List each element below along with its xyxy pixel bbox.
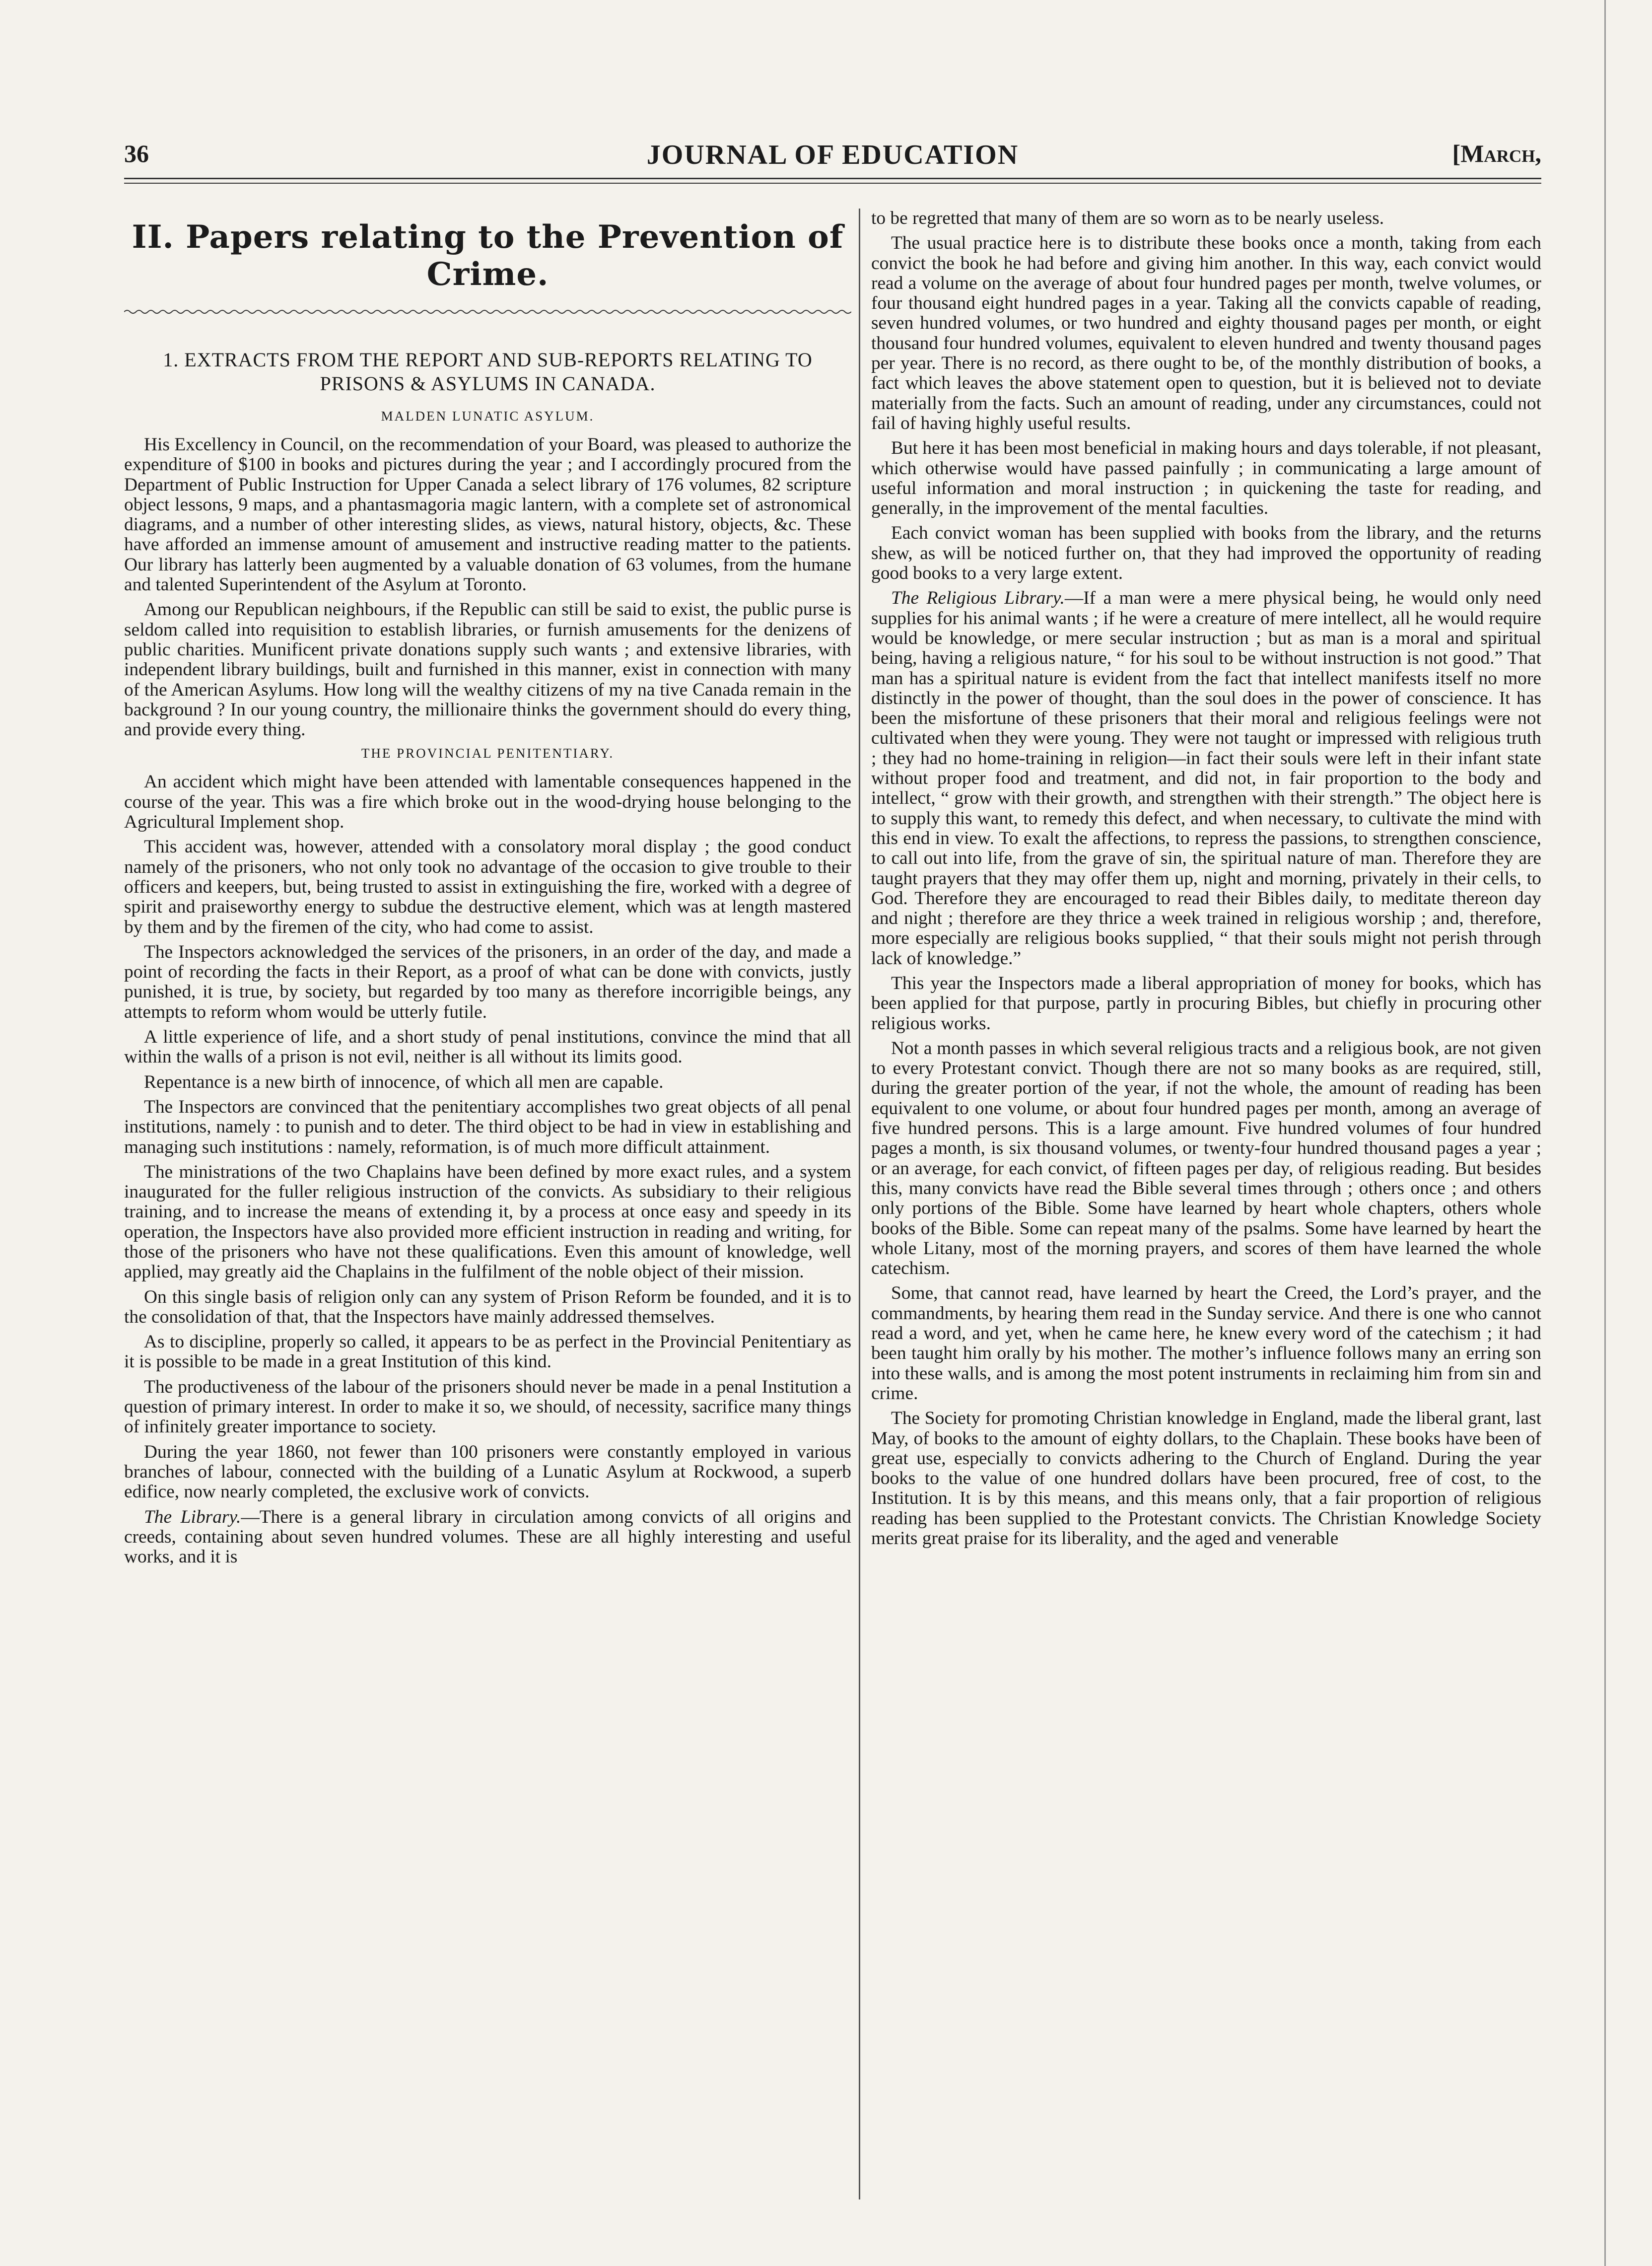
paragraph: The usual practice here is to distribute these books once a month, taking from each convict the book he had before and giving him another. In this way, each convict would read a volume on the average of about four hundred pages per month, twelve volumes, or four thousand eight hundred pages in a year. Taking all the convicts capable of reading, seven hundred volumes, or two hundred and eighty thousand pages per month, or eight thousand four hundred volumes, equivalent to eleven hundred and twenty thousand pages per year. There is no record, as there ought to be, of the monthly distribution of books, a fact which leaves the above statement open to question, but it is believed not to deviate materially from the facts. Such an amount of reading, under any circumstances, could not fail of having highly useful results.	[871, 233, 1541, 433]
paragraph-body: —If a man were a mere physical being, he would only need supplies for his animal wants ; if he were a creature of mere intellect, all he would require would be knowledge, or mere secular instruction ; but as man is a moral and spiritual being, having a religious nature, “ for his soul to be without instruction is not good.” That man has a spiritual nature is evident from the fact that intellect manifests itself no more distinctly in the power of thought, than the soul does in the power of conscience. It has been the misfortune of these prisoners that their moral and religious feelings were not cultivated when they were young. They were not taught or impressed with religious truth ; they had no home-training in religion—in fact their souls were left in their infant state without proper food and treatment, and did not, in fair proportion to the body and intellect, “ grow with their growth, and strengthen with their strength.” The object here is to supply this want, to remedy this defect, and when necessary, to cultivate the mind with this end in view. To exalt the affections, to repress the passions, to strengthen conscience, to call out into life, from the grave of sin, the spiritual nature of man. Therefore they are taught prayers that they may offer them up, night and morning, privately in their cells, to God. Therefore they are encouraged to read their Bibles daily, to meditate thereon day and night ; therefore are they thrice a week trained in religious worship ; and, therefore, more especially are religious books supplied, “ that their souls might not perish through lack of knowledge.”	[871, 588, 1541, 969]
scan-edge-line	[1604, 0, 1606, 2266]
paragraph: Repentance is a new birth of innocence, of which all men are capable.	[144, 1071, 664, 1092]
column-divider	[859, 209, 860, 2199]
paragraph: This year the Inspectors made a liberal appropriation of money for books, which has been applied for that purpose, partly in procuring Bibles, but chiefly in procuring other religious works.	[871, 973, 1541, 1034]
paragraph: The Inspectors acknowledged the services of the prisoners, in an order of the day, and made a point of recording the facts in their Report, as a proof of what can be done with convicts, justly punished, it is true, by society, but regarded by too many as therefore incorrigible beings, any attempts to reform whom would be utterly futile.	[124, 941, 851, 1022]
paragraph-lead: The Library.	[144, 1506, 241, 1527]
paragraph: The ministrations of the two Chaplains have been defined by more exact rules, and a system inaugurated for the fuller religious instruction of the convicts. As subsidiary to their religious training, and to increase the means of extending it, by a process at once easy and speedy in its operation, the Inspectors have also provided more efficient instruction in reading and writing, for those of the prisoners who have not these qualifications. Even this amount of knowledge, well applied, may greatly aid the Chaplains in the fulfilment of the noble object of their mission.	[124, 1161, 851, 1282]
paragraph: But here it has been most beneficial in making hours and days tolerable, if not pleasant, which otherwise would have passed painfully ; in communicating a large amount of useful information and moral instruction ; in quickening the taste for reading, and generally, in the improvement of the mental faculties.	[871, 438, 1541, 519]
paragraph: The productiveness of the labour of the prisoners should never be made in a penal Institution a question of primary interest. In order to make it so, we should, of necessity, sacrifice many things of infinitely greater importance to society.	[124, 1376, 851, 1437]
issue-month: [March,	[1452, 140, 1541, 167]
journal-title: JOURNAL OF EDUCATION	[646, 140, 1019, 170]
section-title: II. Papers relating to the Prevention of Crime.	[132, 218, 844, 293]
paragraph: Among our Republican neighbours, if the Republic can still be said to exist, the public purse is seldom called into requisition to establish libraries, or furnish amusements for the denizens of public charities. Munificent private donations supply such wants ; and extensive libraries, with independent library buildings, built and furnished in this manner, exist in connection with many of the American Asylums. How long will the wealthy citizens of my na tive Canada remain in the background ? In our young country, the millionaire thinks the government should do every thing, and provide every thing.	[124, 599, 851, 740]
paragraph: The Inspectors are convinced that the penitentiary accomplishes two great objects of all penal institutions, namely : to punish and to deter. The third object to be had in view in establishing and managing such institutions : namely, reformation, is of much more difficult attainment.	[124, 1096, 851, 1157]
paragraph: An accident which might have been attended with lamentable consequences happened in the course of the year. This was a fire which broke out in the wood-drying house belonging to the Agricultural Implement shop.	[124, 772, 851, 833]
paragraph-lead: The Religious Library.	[891, 588, 1065, 609]
running-head	[124, 134, 1541, 174]
header-rule	[124, 178, 1541, 179]
page-number: 36	[124, 140, 149, 167]
paragraph: On this single basis of religion only can any system of Prison Reform be founded, and it is to the consolidation of that, that the Inspectors have mainly addressed themselves.	[124, 1286, 851, 1327]
left-column	[124, 209, 851, 2209]
paragraph: This accident was, however, attended with a consolatory moral display ; the good conduct namely of the prisoners, who not only took no advantage of the occasion to give trouble to their officers and keepers, but, being trusted to assist in extinguishing the fire, worked with a degree of spirit and praiseworthy energy to subdue the destructive element, which was at length mastered by them and by the firemen of the city, who had come to assist.	[124, 837, 851, 937]
article-heading: 1. EXTRACTS FROM THE REPORT AND SUB-REPORTS RELATING TO PRISONS & ASYLUMS IN CANADA.	[163, 349, 813, 395]
paragraph: A little experience of life, and a short study of penal institutions, convince the mind that all within the walls of a prison is not evil, neither is all without its limits good.	[124, 1027, 851, 1067]
paragraph: Some, that cannot read, have learned by heart the Creed, the Lord’s prayer, and the commandments, by hearing them read in the Sunday service. And there is one who cannot read a word, and yet, when he came here, he knew every word of the catechism ; it had been taught him orally by his mother. The mother’s influence follows many an erring son into these walls, and is among the most potent instruments in reclaiming him from sin and crime.	[871, 1283, 1541, 1404]
header-rule-thin	[124, 183, 1541, 184]
paragraph: The Society for promoting Christian knowledge in England, made the liberal grant, last May, of books to the amount of eighty dollars, to the Chaplain. These books have been of great use, especially to convicts adhering to the Church of England. During the year books to the value of one hundred dollars have been procured, free of cost, to the Institution. It is by this means, and this means only, that a fair proportion of religious reading has been supplied to the Protestant convicts. The Christian Knowledge Society merits great praise for its liberality, and the aged and venerable	[871, 1408, 1541, 1549]
paragraph-library	[124, 1507, 851, 1567]
paragraph: His Excellency in Council, on the recommendation of your Board, was pleased to authorize the expenditure of $100 in books and pictures during the year ; and I accordingly procured from the Department of Public Instruction for Upper Canada a select library of 176 volumes, 82 scripture object lessons, 9 maps, and a phantasmagoria magic lantern, with a complete set of astronomical diagrams, and a number of other interesting slides, as views, natural history, objects, &c. These have afforded an immense amount of amusement and instructive reading matter to the patients. Our library has latterly been augmented by a valuable donation of 63 volumes, from the humane and talented Superintendent of the Asylum at Toronto.	[124, 434, 851, 595]
paragraph: During the year 1860, not fewer than 100 prisoners were constantly employed in various branches of labour, connected with the building of a Lunatic Asylum at Rockwood, a superb edifice, now nearly completed, the exclusive work of convicts.	[124, 1441, 851, 1502]
paragraph-continued: to be regretted that many of them are so worn as to be nearly useless.	[871, 209, 1384, 228]
paragraph: Each convict woman has been supplied with books from the library, and the returns shew, as will be noticed further on, that they had improved the opportunity of reading good books to a very large extent.	[871, 523, 1541, 584]
wavy-rule	[124, 308, 851, 316]
paragraph: As to discipline, properly so called, it appears to be as perfect in the Provincial Penitentiary as it is possible to be made in a great Institution of this kind.	[124, 1332, 851, 1372]
paragraph-body: —There is a general library in circulation among convicts of all origins and creeds, containing about seven hundred volumes. These are all highly interesting and useful works, and it is	[124, 1506, 851, 1567]
subhead-provincial-penitentiary: THE PROVINCIAL PENITENTIARY.	[361, 746, 615, 761]
paragraph-religious-library	[871, 588, 1541, 969]
right-column	[871, 209, 1541, 2209]
paragraph: Not a month passes in which several religious tracts and a religious book, are not given to every Protestant convict. Though there are not so many books as are required, still, during the greater portion of the year, if not the whole, the amount of reading has been equivalent to one volume, or about four hundred pages per month, among an average of five hundred persons. This is a large amount. Five hundred volumes of four hundred pages a month, is six thousand volumes, or twenty-four hundred thousand pages a year ; or an average, for each convict, of fifteen pages per day, of religious reading. But besides this, many convicts have read the Bible several times through ; others once ; and others only portions of the Bible. Some have learned by heart whole chapters, others whole books of the Bible. Some can repeat many of the psalms. Some have learned by heart the whole Litany, most of the morning prayers, and scores of them have learned the whole catechism.	[871, 1038, 1541, 1279]
subhead-malden-asylum: MALDEN LUNATIC ASYLUM.	[381, 409, 595, 424]
